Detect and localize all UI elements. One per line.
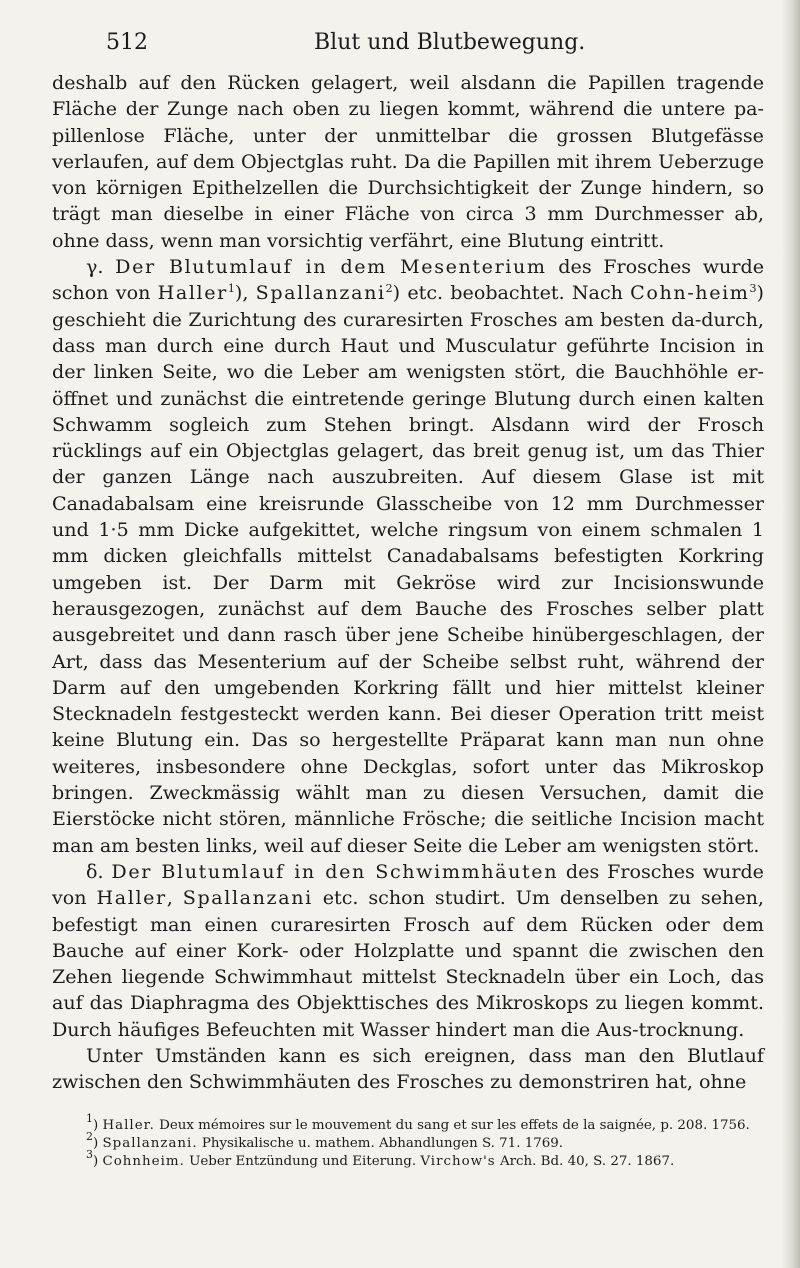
footnote-author: Haller. [102, 1117, 155, 1133]
footnote-2: $^2$) Spallanzani. Physikalische u. mathem. Abhandlungen S. 71. 1769. [86, 1129, 564, 1151]
footnote-number: 2 [86, 1129, 93, 1143]
paragraph-text: des Frosches wurde schon von [52, 255, 764, 305]
section-heading-schwimmhaeute: Der Blutumlauf in den Schwimmhäuten [111, 859, 559, 883]
paragraph-text: , [166, 886, 183, 910]
author-name: Haller [96, 886, 167, 910]
footnote-ref: 1 [227, 282, 235, 296]
footnote-author: Spallanzani. [102, 1135, 198, 1151]
author-name: Spallanzani [255, 281, 386, 305]
footnote-3: $^3$) Cohnheim. Ueber Entzündung und Eiterung. Virchow's Arch. Bd. 40, S. 27. 1867. [86, 1147, 675, 1169]
footnote-ref: 3 [749, 282, 757, 296]
paragraph-text: des Frosches wurde von [52, 859, 764, 910]
footnote-text: Physikalische u. mathem. Abhandlungen S. 71. 1769. [197, 1135, 564, 1151]
running-title: Blut und Blutbewegung. [314, 30, 586, 55]
footnote-number: 1 [86, 1111, 93, 1125]
page-number: 512 [106, 30, 148, 55]
book-page [52, 26, 764, 1171]
footnote-author: Cohnheim. [102, 1153, 185, 1169]
paragraph-demonstration: Unter Umständen kann es sich ereignen, dass man den Blutlauf zwischen den Schwimmhäuten des Frosches zu demonstriren hat, ohne [52, 1043, 764, 1094]
author-name: Spallanzani [182, 886, 313, 910]
footnote-ref: 2 [385, 282, 393, 296]
section-heading-mesenterium: Der Blutumlauf in dem Mesenterium [115, 255, 547, 279]
paragraph-text: geschieht die Zurichtung des curaresirten Frosches am besten da-durch, dass man durch eine durch Haut und Musculatur geführte Incision in der linken Seite, wo die Leber am wenigsten stört, die Bauchhöhle er-öffnet und zunächst die eintretende geringe Blutung durch einen kalten Schwamm sogleich zum Stehen bringt. Alsdann wird der Frosch rücklings auf ein Objectglas gelagert, das breit genug ist, um das Thier der ganzen Länge nach auszubreiten. Auf diesem Glase ist mit Canadabalsam eine kreisrunde Glasscheibe von 12 mm Durchmesser und 1·5 mm Dicke aufgekittet, welche ringsum von einem schmalen 1 mm dicken gleichfalls mittelst Canadabalsams befestigten Korkring umgeben ist. Der Darm mit Gekröse wird zur Incisionswunde herausgezogen, zunächst auf dem Bauche des Frosches selber platt ausgebreitet und dann rasch über jene Scheibe hinübergeschlagen, der Art, dass das Mesenterium auf der Scheibe selbst ruht, während der Darm auf den umgebenden Korkring fällt und hier mittelst kleiner Stecknadeln festgesteckt werden kann. Bei dieser Operation tritt meist keine Blutung ein. Das so hergestellte Präparat kann man nun ohne weiteres, insbesondere ohne Deckglas, sofort unter das Mikroskop bringen. Zweckmässig wählt man zu diesen Versuchen, damit die Eierstöcke nicht stören, männliche Frösche; die seitliche Incision macht man am besten links, weil auf dieser Seite die Leber am wenigsten stört. [52, 307, 764, 857]
page-header [52, 26, 764, 70]
author-name: Cohn-heim [630, 281, 750, 305]
footnotes [52, 1111, 764, 1171]
footnote-text: Arch. Bd. 40, S. 27. 1867. [495, 1153, 675, 1169]
body-text [52, 70, 764, 1096]
section-marker-delta: δ. [86, 859, 104, 883]
footnote-1: $^1$) Haller. Deux mémoires sur le mouvement du sang et sur les effets de la saignée, p. 208. 1756. [86, 1111, 750, 1133]
footnote-text: Deux mémoires sur le mouvement du sang et sur les effets de la saignée, p. 208. 1756. [154, 1117, 750, 1133]
section-marker-gamma: γ. [86, 255, 104, 279]
paragraph-mesenterium: γ. Der Blutumlauf in dem Mesenterium des Frosches wurde schon von Haller$^1$), Spallanzani$^2$) etc. beobachtet. Nach Cohn-heim$^3$) geschieht die Zurichtung des curaresirten Frosches am besten da-durch, dass man durch eine durch Haut und Musculatur geführte Incision in der linken Seite, wo die Leber am wenigsten stört, die Bauchhöhle er-öffnet und zunächst die eintretende geringe Blutung durch einen kalten Schwamm sogleich zum Stehen bringt. Alsdann wird der Frosch rücklings auf ein Objectglas gelagert, das breit genug ist, um das Thier der ganzen Länge nach auszubreiten. Auf diesem Glase ist mit Canadabalsam eine kreisrunde Glasscheibe von 12 mm Durchmesser und 1·5 mm Dicke aufgekittet, welche ringsum von einem schmalen 1 mm dicken gleichfalls mittelst Canadabalsams befestigten Korkring umgeben ist. Der Darm mit Gekröse wird zur Incisionswunde herausgezogen, zunächst auf dem Bauche des Frosches selber platt ausgebreitet und dann rasch über jene Scheibe hinübergeschlagen, der Art, dass das Mesenterium auf der Scheibe selbst ruht, während der Darm auf den umgebenden Korkring fällt und hier mittelst kleiner Stecknadeln festgesteckt werden kann. Bei dieser Operation tritt meist keine Blutung ein. Das so hergestellte Präparat kann man nun ohne weiteres, insbesondere ohne Deckglas, sofort unter das Mikroskop bringen. Zweckmässig wählt man zu diesen Versuchen, damit die Eierstöcke nicht stören, männliche Frösche; die seitliche Incision macht man am besten links, weil auf dieser Seite die Leber am wenigsten stört. [52, 255, 764, 857]
author-name: Haller [157, 281, 228, 305]
page-spine-edge [782, 0, 800, 1268]
footnote-number: 3 [86, 1147, 93, 1161]
paragraph-tongue: deshalb auf den Rücken gelagert, weil alsdann die Papillen tragende Fläche der Zunge nach oben zu liegen kommt, während die untere pa-pillenlose Fläche, unter der unmittelbar die grossen Blutgefässe verlaufen, auf dem Objectglas ruht. Da die Papillen mit ihrem Ueberzuge von körnigen Epithelzellen die Durchsichtigkeit der Zunge hindern, so trägt man dieselbe in einer Fläche von circa 3 mm Durchmesser ab, ohne dass, wenn man vorsichtig verfährt, eine Blutung eintritt. [52, 71, 764, 252]
paragraph-schwimmhaeute [52, 859, 764, 1043]
paragraph-text: etc. schon studirt. Um denselben zu sehen, befestigt man einen curaresirten Frosch auf dem Rücken oder dem Bauche auf einer Kork- oder Holzplatte und spannt die zwischen den Zehen liegende Schwimmhaut mittelst Stecknadeln über ein Loch, das auf das Diaphragma des Objekttisches des Mikroskops zu liegen kommt. Durch häufiges Befeuchten mit Wasser hindert man die Aus-trocknung. [52, 886, 764, 1041]
footnote-author: Virchow's [420, 1153, 496, 1169]
paragraph-text: etc. beobachtet. Nach [400, 281, 631, 305]
paragraph-text: , [242, 281, 256, 305]
footnote-text: Ueber Entzündung und Eiterung. [184, 1153, 421, 1169]
